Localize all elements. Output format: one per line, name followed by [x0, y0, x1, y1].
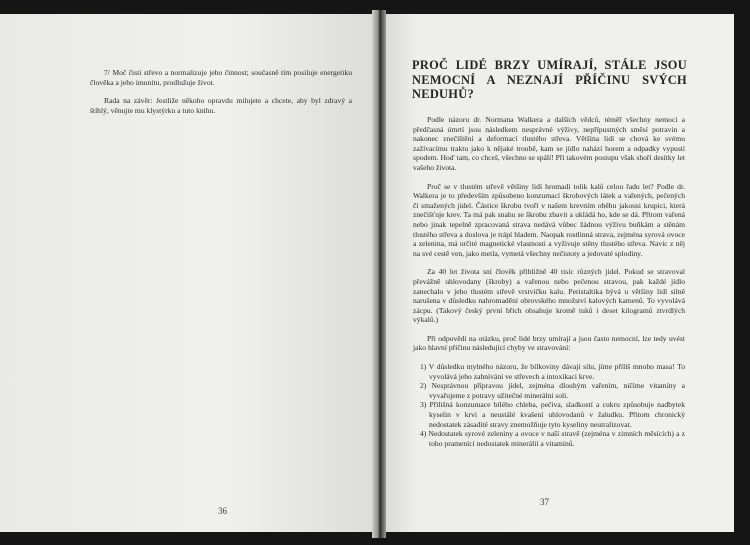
page-number-left: 36 — [218, 506, 227, 516]
list-item: 4) Nedostatek syrové zeleniny a ovoce v naší stravě (zejména v zimních měsících) a z toho pramenící nedostatek minerálií a vitamínů. — [420, 429, 685, 448]
list-item: 1) V důsledku mylného názoru, že bílkoviny dávají sílu, jíme příliš mnoho masa! To vyvolává jeho zahnívání ve střevech a intoxikaci krve. — [420, 362, 685, 381]
left-paragraph: 7/ Moč čistí střevo a normalizuje jeho činnost; současně tím posiluje energetiku člověka a jeho imunitu, prodlužuje život. — [90, 68, 352, 87]
right-paragraph: Při odpovědi na otázku, proč lidé brzy umírají a jsou často nemocní, lze tedy uvést jako hlavní příčinu následující chyby ve stravování: — [413, 333, 685, 353]
left-paragraph: Rada na závěr: Jestliže někoho opravdu milujete a chcete, aby byl zdravý a štíhlý, věnujte mu klystýrku a tuto knihu. — [90, 96, 352, 115]
cause-list — [413, 362, 685, 448]
left-page-text — [90, 68, 352, 124]
right-paragraph: Proč se v tlustém střevě většiny lidí hromadí tolik kalů celou řadu let? Podle dr. Walkera je to především způsobeno konzumací škrobových látek a vařených, pečených či smažených jídel. Částice škrobu tvoří v našem krevním oběhu jakousi krupici, která znečišťuje krev. Ta má pak snahu se škrobu zbavit a ukládá ho, kde se dá. Přitom vařená nebo jinak tepelně zpracovaná strava nedává vůbec žádnou výživu buňkám a stěnám tlustého střeva a doslova je trápí hladem. Naopak rostlinná strava, zejména syrová ovoce a zelenina, má určité magnetické vlastnosti a vyživuje stěny tlustého střeva. Navíc z něj na své cestě ven, jako metla, vymetá všechny nečistoty a jedovaté splodiny. — [413, 181, 685, 258]
list-item: 2) Nesprávnou přípravou jídel, zejména dlouhým vařením, ničíme vitamíny a vyvařujeme z potravy užitečné minerální soli. — [420, 381, 685, 400]
page-number-right: 37 — [540, 497, 549, 507]
right-paragraph: Za 40 let života sní člověk přibližně 40 tisíc různých jídel. Pokud se stravoval převážně uhlovodany (škroby) a vařenou nebo pečenou stravou, pak každé jídlo zanechalo v jeho tlustém střevě vrstvičku kalu. Peristaltika bývá u většiny lidí silně narušena v důsledku nahromadění obrovského množství kalových kamenů. To vyvolává zácpu. (Takový český první břich obsahuje kromě tuků i deset kilogramů ztvrdlých výkalů.) — [413, 267, 685, 325]
right-paragraph: Podle názoru dr. Normana Walkera a dalších vědců, téměř všechny nemoci a předčasná úmrtí jsou následkem nesprávné výživy, nepřípustných směsí potravin a nakonec znečištění a deformací tlustého střeva. Většina lidí se chová ke svému zažívacímu traktu jako k nějaké troubě, kam se jídlo nahází horem a odpadky vypustí spodem. Hoď tam, co chceš, všechno se spálí! Při takovém postupu však shoří desítky let vašeho života. — [413, 115, 685, 172]
list-item: 3) Přílišná konzumace bílého chleba, pečiva, sladkostí a cukru způsobuje nadbytek kyselin v krvi a neustálé kvašení uhlovodanů v žaludku. Přitom chronický nedostatek zásadité stravy znemožňuje tyto kyseliny neutralizovat. — [420, 400, 685, 429]
chapter-title: PROČ LIDÉ BRZY UMÍRAJÍ, STÁLE JSOU NEMOCNÍ A NEZNAJÍ PŘÍČINU SVÝCH NEDUHŮ? — [412, 58, 687, 101]
book-spine — [372, 10, 386, 538]
right-page-text — [413, 115, 685, 448]
